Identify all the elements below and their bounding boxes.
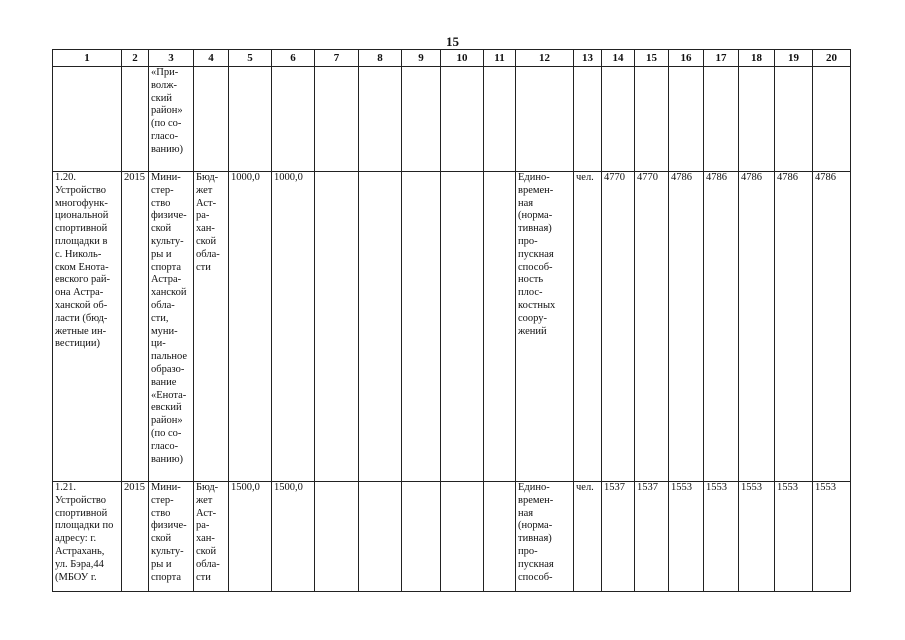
value-cell: 4770	[602, 172, 635, 482]
table-cell	[669, 67, 704, 172]
column-header: 4	[194, 50, 229, 67]
value-cell: 1553	[813, 482, 851, 592]
table-cell	[484, 172, 516, 482]
value-cell: 4786	[775, 172, 813, 482]
continuation-row	[53, 67, 851, 172]
table-row	[53, 482, 851, 592]
column-header: 5	[229, 50, 272, 67]
table-cell	[813, 67, 851, 172]
table-cell	[441, 172, 484, 482]
column-header: 12	[516, 50, 574, 67]
column-header: 6	[272, 50, 315, 67]
value-cell: 4786	[739, 172, 775, 482]
executor-cell: Мини- стер- ство физиче- ской культу- ры и спорта Астра- ханской обла- сти, муни- ци- пальное образо- вание «Енота- евский район» (по со- гласо- ванию)	[149, 172, 194, 482]
table-cell	[53, 67, 122, 172]
unit-cell: чел.	[574, 172, 602, 482]
header-row	[53, 50, 851, 67]
table-cell	[574, 67, 602, 172]
funding-source-cell: Бюд- жет Аст- ра- хан- ской обла- сти	[194, 172, 229, 482]
table-cell	[739, 67, 775, 172]
column-header: 13	[574, 50, 602, 67]
value-cell: 1553	[669, 482, 704, 592]
table-cell	[402, 172, 441, 482]
column-header: 7	[315, 50, 359, 67]
indicator-cell: Едино- времен- ная (норма- тивная) про- пускная способ-	[516, 482, 574, 592]
table-cell	[194, 67, 229, 172]
table-cell	[484, 482, 516, 592]
year-cell: 2015	[122, 172, 149, 482]
table-cell	[315, 482, 359, 592]
indicator-cell: Едино- времен- ная (норма- тивная) про- пускная способ- ность плос- костных соору- жений	[516, 172, 574, 482]
program-table	[52, 49, 851, 592]
table-cell	[272, 67, 315, 172]
executor-cell: «При- волж- ский район» (по со- гласо- ванию)	[149, 67, 194, 172]
value-cell: 1553	[739, 482, 775, 592]
table-cell	[359, 172, 402, 482]
table-cell	[635, 67, 669, 172]
column-header: 9	[402, 50, 441, 67]
column-header: 16	[669, 50, 704, 67]
value-cell: 1537	[602, 482, 635, 592]
measure-name-cell: 1.20. Устройство многофунк- циональной спортивной площадки в с. Николь- ском Енота- евского рай- она Астра- ханской об- ласти (бюд- жетные ин- вестиции)	[53, 172, 122, 482]
table-cell	[315, 67, 359, 172]
value-cell: 1553	[775, 482, 813, 592]
column-header: 17	[704, 50, 739, 67]
column-header: 18	[739, 50, 775, 67]
funding-source-cell: Бюд- жет Аст- ра- хан- ской обла- сти	[194, 482, 229, 592]
value-cell: 1553	[704, 482, 739, 592]
column-header: 20	[813, 50, 851, 67]
table-cell	[229, 67, 272, 172]
column-header: 1	[53, 50, 122, 67]
page-number: 15	[446, 34, 459, 49]
executor-cell: Мини- стер- ство физиче- ской культу- ры и спорта	[149, 482, 194, 592]
table-cell	[704, 67, 739, 172]
unit-cell: чел.	[574, 482, 602, 592]
column-header: 19	[775, 50, 813, 67]
table-cell	[516, 67, 574, 172]
value-cell: 4786	[669, 172, 704, 482]
table-cell	[122, 67, 149, 172]
table-row	[53, 172, 851, 482]
column-header: 3	[149, 50, 194, 67]
year-cell: 2015	[122, 482, 149, 592]
table-cell	[359, 482, 402, 592]
table-cell	[315, 172, 359, 482]
column-header: 2	[122, 50, 149, 67]
table-cell	[775, 67, 813, 172]
measure-name-cell: 1.21. Устройство спортивной площадки по адресу: г. Астрахань, ул. Бэра,44 (МБОУ г.	[53, 482, 122, 592]
value-cell: 4786	[813, 172, 851, 482]
column-header: 15	[635, 50, 669, 67]
amount-cell: 1000,0	[229, 172, 272, 482]
table-cell	[441, 482, 484, 592]
column-header: 10	[441, 50, 484, 67]
table-cell	[602, 67, 635, 172]
column-header: 8	[359, 50, 402, 67]
table-cell	[484, 67, 516, 172]
amount-cell: 1500,0	[272, 482, 315, 592]
table-cell	[402, 67, 441, 172]
amount-cell: 1000,0	[272, 172, 315, 482]
value-cell: 4786	[704, 172, 739, 482]
column-header: 11	[484, 50, 516, 67]
column-header: 14	[602, 50, 635, 67]
table-cell	[402, 482, 441, 592]
table-cell	[359, 67, 402, 172]
amount-cell: 1500,0	[229, 482, 272, 592]
table-cell	[441, 67, 484, 172]
value-cell: 1537	[635, 482, 669, 592]
value-cell: 4770	[635, 172, 669, 482]
